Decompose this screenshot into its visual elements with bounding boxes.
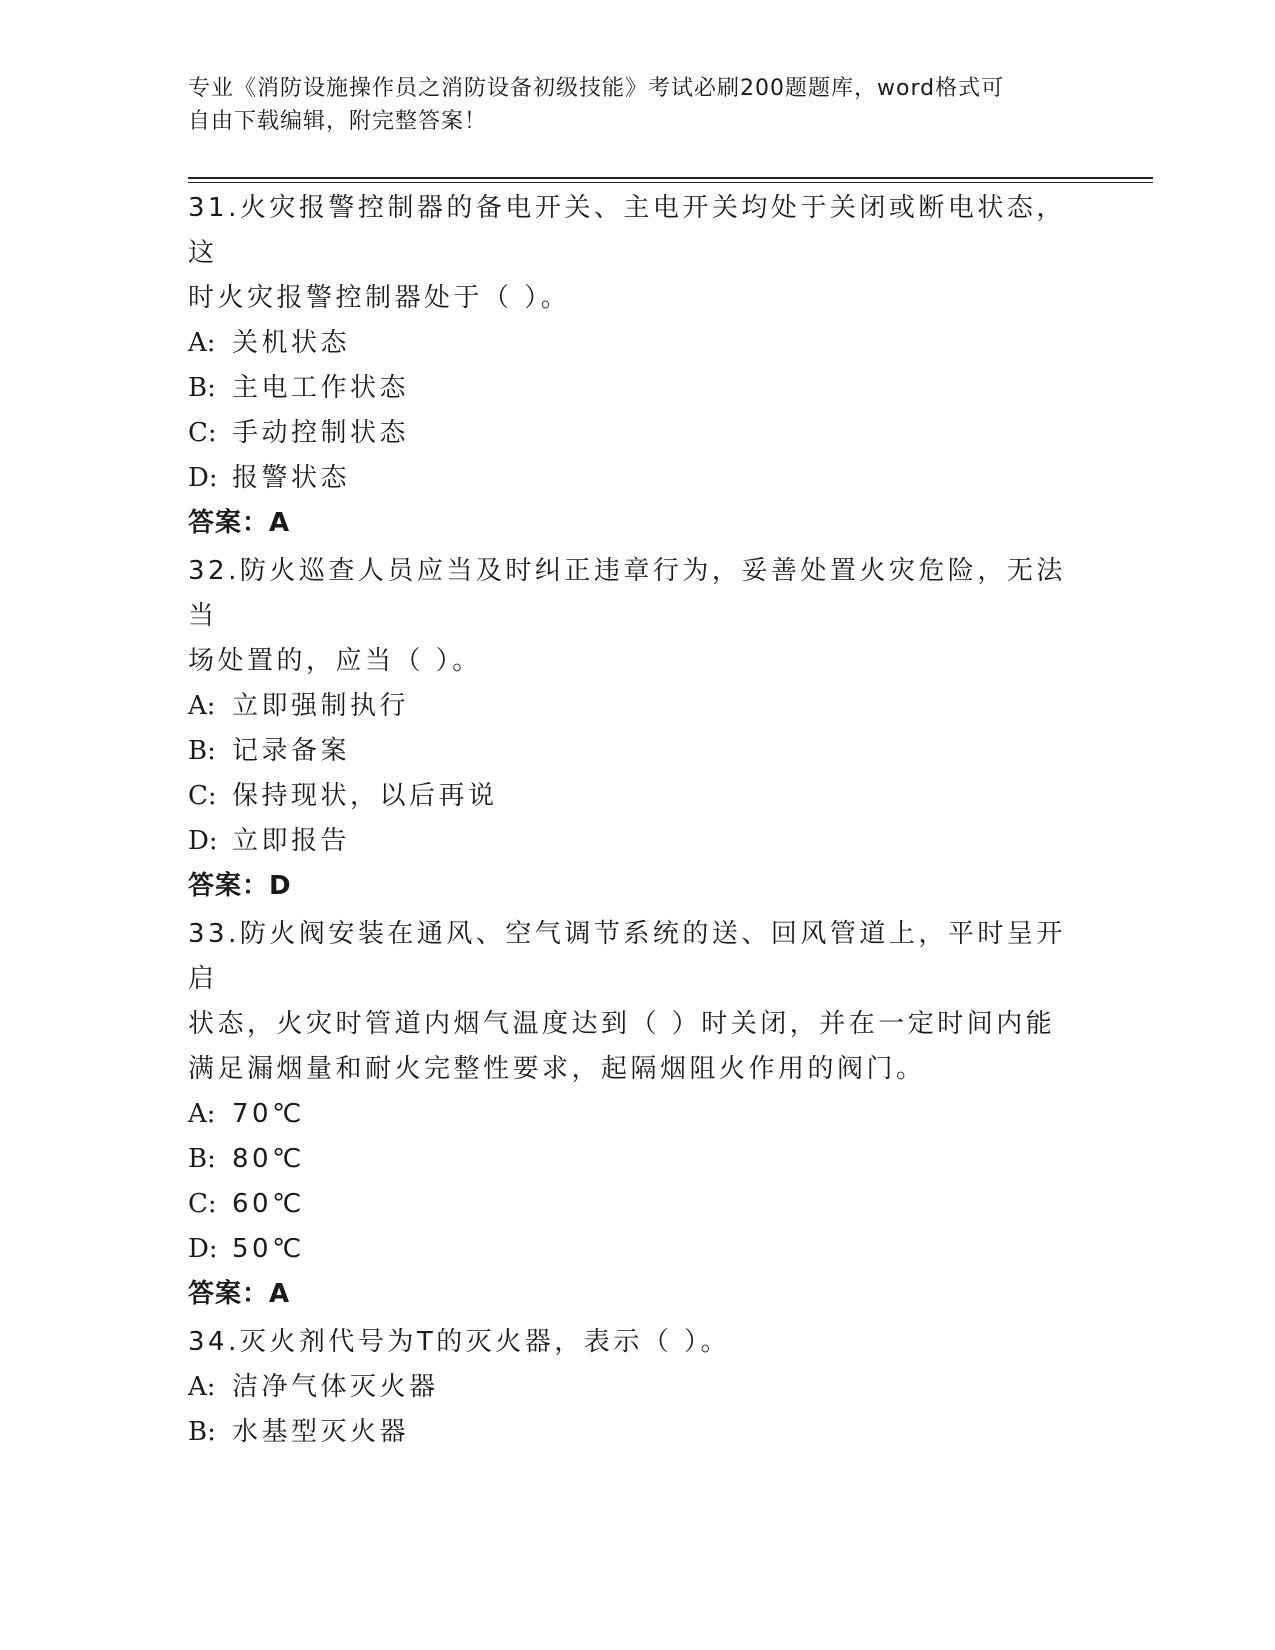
option-a (188, 321, 1078, 366)
header-divider-thick (188, 177, 1153, 179)
option-text: 80℃ (232, 1144, 305, 1174)
option-text: 50℃ (232, 1234, 305, 1264)
option-a (188, 684, 1078, 729)
option-text: 70℃ (232, 1099, 305, 1129)
header-line-1: 专业《消防设施操作员之消防设备初级技能》考试必刷200题题库，word格式可 (188, 76, 1005, 101)
option-key: B: (188, 373, 216, 403)
option-a (188, 1092, 1078, 1137)
option-key: C: (188, 418, 217, 448)
option-text: 主电工作状态 (232, 373, 410, 403)
option-key: B: (188, 1417, 216, 1447)
header-line-2: 自由下载编辑，附完整答案！ (188, 109, 488, 134)
option-text: 立即强制执行 (232, 691, 410, 721)
option-text: 报警状态 (232, 463, 351, 493)
option-key: B: (188, 736, 216, 766)
question-stem-line: 31.火灾报警控制器的备电开关、主电开关均处于关闭或断电状态，这 (188, 193, 1066, 268)
option-b (188, 1410, 1078, 1455)
option-key: D: (188, 826, 218, 856)
option-key: C: (188, 1189, 217, 1219)
question-31 (188, 186, 1078, 546)
option-text: 立即报告 (232, 826, 351, 856)
question-stem-line: 32.防火巡查人员应当及时纠正违章行为，妥善处置火灾危险，无法当 (188, 556, 1066, 631)
option-text: 60℃ (232, 1189, 305, 1219)
option-c (188, 774, 1078, 819)
question-32 (188, 549, 1078, 909)
question-stem-line: 满足漏烟量和耐火完整性要求，起隔烟阻火作用的阀门。 (188, 1054, 926, 1084)
option-d (188, 819, 1078, 864)
option-key: C: (188, 781, 217, 811)
option-key: A: (188, 1099, 216, 1129)
option-text: 关机状态 (232, 328, 351, 358)
option-text: 保持现状，以后再说 (232, 781, 498, 811)
option-key: A: (188, 328, 216, 358)
option-key: D: (188, 1234, 218, 1264)
question-33 (188, 912, 1078, 1317)
document-header (188, 72, 1068, 138)
question-34 (188, 1320, 1078, 1455)
header-divider-thin (188, 182, 1153, 183)
question-stem-line: 场处置的，应当（ ）。 (188, 646, 482, 676)
answer-line: 答案：A (188, 508, 291, 538)
option-b (188, 1137, 1078, 1182)
question-stem-line: 34.灭火剂代号为T的灭火器，表示（ ）。 (188, 1327, 730, 1357)
answer-line: 答案：A (188, 1279, 291, 1309)
option-c (188, 1182, 1078, 1227)
option-a (188, 1365, 1078, 1410)
option-key: D: (188, 463, 218, 493)
option-text: 手动控制状态 (232, 418, 410, 448)
option-d (188, 456, 1078, 501)
option-c (188, 411, 1078, 456)
option-text: 水基型灭火器 (232, 1417, 410, 1447)
option-b (188, 729, 1078, 774)
option-text: 洁净气体灭火器 (232, 1372, 439, 1402)
question-stem-line: 时火灾报警控制器处于（ ）。 (188, 283, 571, 313)
option-key: A: (188, 1372, 216, 1402)
option-key: A: (188, 691, 216, 721)
option-key: B: (188, 1144, 216, 1174)
question-stem-line: 33.防火阀安装在通风、空气调节系统的送、回风管道上，平时呈开启 (188, 919, 1066, 994)
option-text: 记录备案 (232, 736, 351, 766)
answer-line: 答案：D (188, 871, 292, 901)
option-b (188, 366, 1078, 411)
option-d (188, 1227, 1078, 1272)
question-stem-line: 状态，火灾时管道内烟气温度达到（ ）时关闭，并在一定时间内能 (188, 1009, 1056, 1039)
